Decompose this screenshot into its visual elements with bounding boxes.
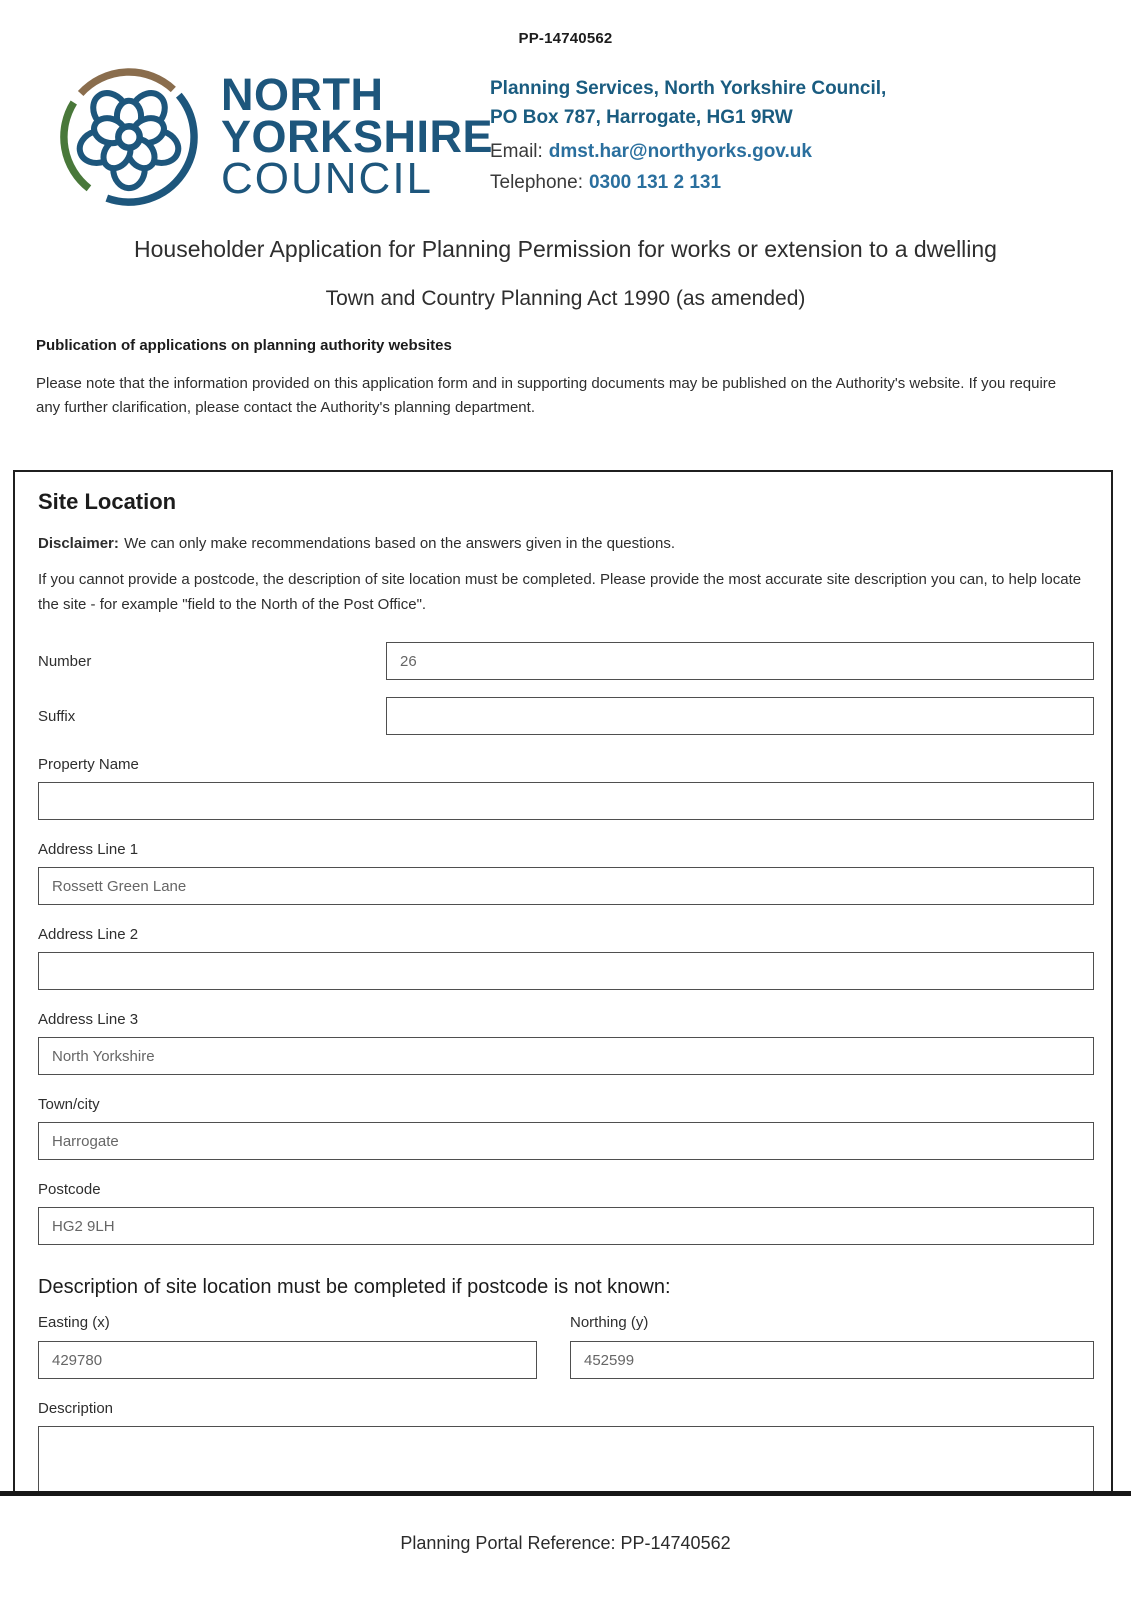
postcode-input[interactable] xyxy=(38,1207,1094,1245)
logo-wordmark xyxy=(221,69,494,203)
northing-input[interactable] xyxy=(570,1341,1094,1379)
address-line-2-input[interactable] xyxy=(38,952,1094,990)
yorkshire-rose-emblem-icon xyxy=(50,62,208,212)
address-line-3-input[interactable] xyxy=(38,1037,1094,1075)
easting-input[interactable] xyxy=(38,1341,537,1379)
town-city-input[interactable] xyxy=(38,1122,1094,1160)
northing-field xyxy=(570,1314,1094,1379)
town-city-field xyxy=(38,1096,1094,1160)
easting-field xyxy=(38,1314,537,1379)
description-label: Description xyxy=(38,1400,114,1417)
telephone-label: Telephone: xyxy=(490,172,583,193)
form-header xyxy=(0,0,1131,470)
address-line-3-field xyxy=(38,1011,1094,1075)
property-name-field xyxy=(38,756,1094,820)
email-label: Email: xyxy=(490,141,543,162)
postcode-label: Postcode xyxy=(38,1181,101,1198)
property-name-label: Property Name xyxy=(38,756,139,773)
easting-label: Easting (x) xyxy=(38,1314,110,1331)
northing-label: Northing (y) xyxy=(570,1314,649,1331)
postcode-field xyxy=(38,1181,1094,1245)
suffix-label: Suffix xyxy=(38,707,76,725)
site-location-heading: Site Location xyxy=(38,489,177,514)
suffix-input[interactable] xyxy=(386,697,1094,735)
coordinates-row xyxy=(38,1314,1094,1379)
form-subtitle: Town and Country Planning Act 1990 (as amended) xyxy=(325,287,806,310)
logo-word-north: NORTH xyxy=(221,69,384,120)
address-line-2-label: Address Line 2 xyxy=(38,926,139,943)
description-field xyxy=(38,1400,1094,1491)
address-line-1-label: Address Line 1 xyxy=(38,841,139,858)
description-requirement-heading: Description of site location must be completed if postcode is not known: xyxy=(38,1276,671,1298)
disclaimer-text: We can only make recommendations based on the answers given in the questions. xyxy=(124,535,675,552)
form-title: Householder Application for Planning Permission for works or extension to a dwelling xyxy=(134,236,997,262)
telephone-link[interactable]: 0300 131 2 131 xyxy=(588,172,722,193)
address-line-2-field xyxy=(38,926,1094,990)
suffix-field xyxy=(38,697,1094,735)
contact-address-line-1: Planning Services, North Yorkshire Council, xyxy=(490,78,887,99)
address-line-3-label: Address Line 3 xyxy=(38,1011,139,1028)
publication-heading: Publication of applications on planning authority websites xyxy=(36,337,452,354)
planning-portal-reference-footer: Planning Portal Reference: PP-14740562 xyxy=(400,1533,731,1553)
number-input[interactable] xyxy=(386,642,1094,680)
email-link[interactable]: dmst.har@northyorks.gov.uk xyxy=(548,141,812,162)
description-textarea[interactable] xyxy=(38,1426,1094,1491)
page-bottom-divider xyxy=(0,1491,1131,1496)
contact-phone-row xyxy=(490,172,886,194)
address-line-1-input[interactable] xyxy=(38,867,1094,905)
number-label: Number xyxy=(38,652,92,670)
contact-address-line-2: PO Box 787, Harrogate, HG1 9RW xyxy=(490,107,793,128)
address-line-1-field xyxy=(38,841,1094,905)
logo-word-council: COUNCIL xyxy=(221,154,434,203)
postcode-instructions: If you cannot provide a postcode, the description of site location must be completed. Please provide the most accurate site description you can, to help locate the site - for example "field to the North of the Post Office". xyxy=(38,571,1082,613)
number-field xyxy=(38,642,1094,680)
disclaimer-label: Disclaimer: xyxy=(38,535,119,552)
site-location-section xyxy=(13,470,1113,1491)
contact-info-block xyxy=(490,74,886,194)
contact-email-row xyxy=(490,141,886,163)
logo-word-yorkshire: YORKSHIRE xyxy=(221,111,494,162)
disclaimer xyxy=(38,535,1094,552)
council-logo xyxy=(50,62,493,212)
planning-portal-reference-top: PP-14740562 xyxy=(518,30,613,47)
town-city-label: Town/city xyxy=(38,1096,100,1113)
property-name-input[interactable] xyxy=(38,782,1094,820)
publication-note: Please note that the information provided on this application form and in supporting documents may be published on the Authority's website. If you require any further clarification, please contact the Authority's planning department. xyxy=(36,375,1057,416)
